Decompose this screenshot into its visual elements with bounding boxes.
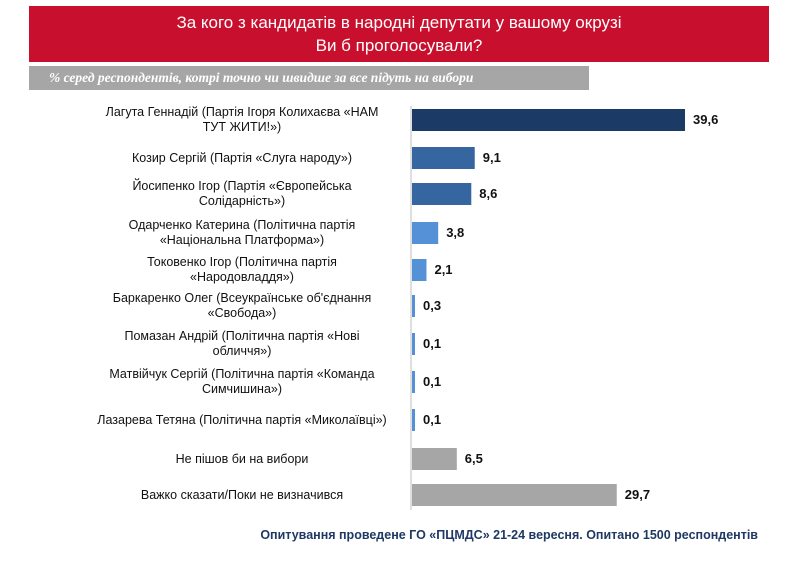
category-label-line: Не пішов би на вибори <box>175 451 309 466</box>
category-label-line: обличчя») <box>212 344 272 358</box>
category-label-line: Козир Сергій (Партія «Слуга народу») <box>132 150 352 165</box>
bar-2 <box>412 147 475 169</box>
category-label-8 <box>77 367 407 397</box>
chart-title-line-1: За кого з кандидатів в народні депутати у вашому окрузі <box>176 13 622 32</box>
value-label-8: 0,1 <box>423 374 442 389</box>
category-label-line: Лагута Геннадій (Партія Ігоря Колихаєва «НАМ <box>105 105 379 119</box>
value-label-2: 9,1 <box>482 150 501 165</box>
bar-11 <box>412 484 617 506</box>
bar-1 <box>412 109 685 131</box>
category-label-line: Лазарева Тетяна (Політична партія «Миколаївці») <box>97 412 387 427</box>
value-label-7: 0,1 <box>423 336 442 351</box>
category-label-line: Баркаренко Олег (Всеукраїнське об'єднання <box>112 291 372 305</box>
value-label-5: 2,1 <box>434 262 453 277</box>
category-label-line: ТУТ ЖИТИ!») <box>202 120 282 134</box>
bar-6 <box>412 295 415 317</box>
bar-7 <box>412 333 415 355</box>
category-label-line: Важко сказати/Поки не визначився <box>140 487 344 502</box>
category-label-line: Солідарність») <box>198 194 286 208</box>
category-label-6 <box>77 291 407 321</box>
bar-3 <box>412 183 471 205</box>
category-label-line: Матвійчук Сергій (Політична партія «Команда <box>109 367 375 381</box>
value-label-6: 0,3 <box>423 298 442 313</box>
value-label-11: 29,7 <box>624 487 651 502</box>
value-label-9: 0,1 <box>423 412 442 427</box>
category-label-line: Симчишина») <box>201 382 283 396</box>
value-label-10: 6,5 <box>464 451 483 466</box>
category-label-line: «Народовладдя») <box>190 270 294 284</box>
category-label-11 <box>77 488 407 503</box>
bar-9 <box>412 409 415 431</box>
category-label-line: «Національна Платформа») <box>159 233 325 247</box>
footnote: Опитування проведене ГО «ПЦМДС» 21-24 вересня. Опитано 1500 респондентів <box>260 528 758 542</box>
bar-8 <box>412 371 415 393</box>
value-label-3: 8,6 <box>479 186 498 201</box>
category-label-2 <box>77 151 407 166</box>
category-label-4 <box>77 218 407 248</box>
category-label-line: Йосипенко Ігор (Партія «Європейська <box>132 179 352 193</box>
bar-5 <box>412 259 426 281</box>
category-label-7 <box>77 329 407 359</box>
category-label-line: Одарченко Катерина (Політична партія <box>128 218 356 232</box>
category-label-5 <box>77 255 407 285</box>
category-label-3 <box>77 179 407 209</box>
category-label-line: «Свобода») <box>207 306 277 320</box>
category-label-line: Помазан Андрій (Політична партія «Нові <box>124 329 360 343</box>
value-label-4: 3,8 <box>446 225 465 240</box>
chart-title-line-2: Ви б проголосували? <box>315 36 483 55</box>
chart-subtitle: % серед респондентів, котрі точно чи швидше за все підуть на вибори <box>49 70 474 85</box>
category-label-9 <box>77 413 407 428</box>
category-label-line: Токовенко Ігор (Політична партія <box>147 255 337 269</box>
value-label-1: 39,6 <box>693 112 719 127</box>
category-label-10 <box>77 452 407 467</box>
bar-10 <box>412 448 457 470</box>
category-label-1 <box>77 105 407 135</box>
bar-4 <box>412 222 438 244</box>
